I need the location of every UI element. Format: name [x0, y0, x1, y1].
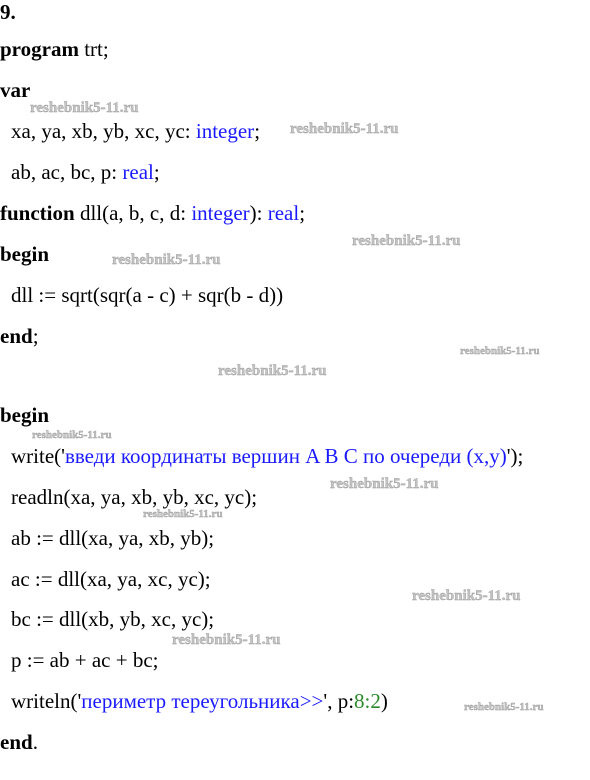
- watermark: reshebnik5-11.ru: [143, 508, 223, 520]
- type-real: real: [122, 160, 154, 184]
- watermark: reshebnik5-11.ru: [218, 363, 327, 379]
- semicolon: ;: [153, 160, 160, 184]
- assign-bc-line: bc := dll(xb, yb, xc, yc);: [11, 607, 215, 631]
- function-signature-mid: ):: [249, 201, 268, 225]
- dll-body-line: dll := sqrt(sqr(a - c) + sqr(b - d)): [11, 283, 284, 307]
- readln-line: readln(xa, ya, xb, yb, xc, yc);: [11, 485, 258, 509]
- watermark: reshebnik5-11.ru: [112, 252, 221, 268]
- decl-real-line: [11, 160, 160, 184]
- param-type: integer: [191, 201, 250, 225]
- function-keyword: function: [0, 201, 75, 225]
- program-keyword: program: [0, 37, 79, 61]
- return-type: real: [267, 201, 300, 225]
- assign-ac-line: ac := dll(xa, ya, xc, yc);: [11, 567, 211, 591]
- watermark: reshebnik5-11.ru: [412, 588, 521, 604]
- problem-number: 9.: [0, 0, 16, 24]
- writeln-call: writeln(': [11, 689, 82, 713]
- write-call-end: ');: [506, 444, 524, 468]
- var-keyword: var: [0, 78, 31, 102]
- decl-real-vars: ab, ac, bc, p:: [11, 160, 123, 184]
- writeln-args: ', p:: [323, 689, 355, 713]
- watermark: reshebnik5-11.ru: [330, 476, 439, 492]
- writeln-line: [11, 689, 388, 713]
- function-line: [0, 201, 305, 225]
- decl-integer-line: [11, 119, 260, 143]
- begin-keyword-main: begin: [0, 403, 50, 427]
- watermark: reshebnik5-11.ru: [464, 701, 544, 713]
- end-keyword: end: [0, 730, 33, 754]
- watermark: reshebnik5-11.ru: [352, 233, 461, 249]
- watermark: reshebnik5-11.ru: [172, 632, 281, 648]
- watermark: reshebnik5-11.ru: [460, 345, 540, 357]
- end-keyword: end: [0, 324, 33, 348]
- decl-integer-vars: xa, ya, xb, yb, xc, yc:: [11, 119, 196, 143]
- semicolon: ;: [32, 324, 39, 348]
- watermark: reshebnik5-11.ru: [290, 121, 399, 137]
- watermark: reshebnik5-11.ru: [30, 100, 139, 116]
- writeln-string: периметр тереугольника>>: [81, 689, 324, 713]
- write-string: введи координаты вершин A B C по очереди (x,y): [64, 444, 507, 468]
- type-integer: integer: [195, 119, 255, 143]
- end-program-line: [0, 730, 38, 754]
- semicolon: ;: [254, 119, 261, 143]
- writeln-format: 8:2: [354, 689, 381, 713]
- writeln-close: ): [380, 689, 388, 713]
- write-call: write(': [11, 444, 65, 468]
- assign-p-line: p := ab + ac + bc;: [11, 648, 159, 672]
- end-function-line: [0, 324, 39, 348]
- begin-keyword-function: begin: [0, 242, 50, 266]
- write-line: [11, 444, 523, 468]
- period: .: [32, 730, 38, 754]
- semicolon: ;: [299, 201, 306, 225]
- program-line: [0, 37, 109, 61]
- program-name: trt;: [78, 37, 109, 61]
- function-signature: dll(a, b, c, d:: [74, 201, 192, 225]
- assign-ab-line: ab := dll(xa, ya, xb, yb);: [11, 526, 215, 550]
- watermark: reshebnik5-11.ru: [32, 429, 112, 441]
